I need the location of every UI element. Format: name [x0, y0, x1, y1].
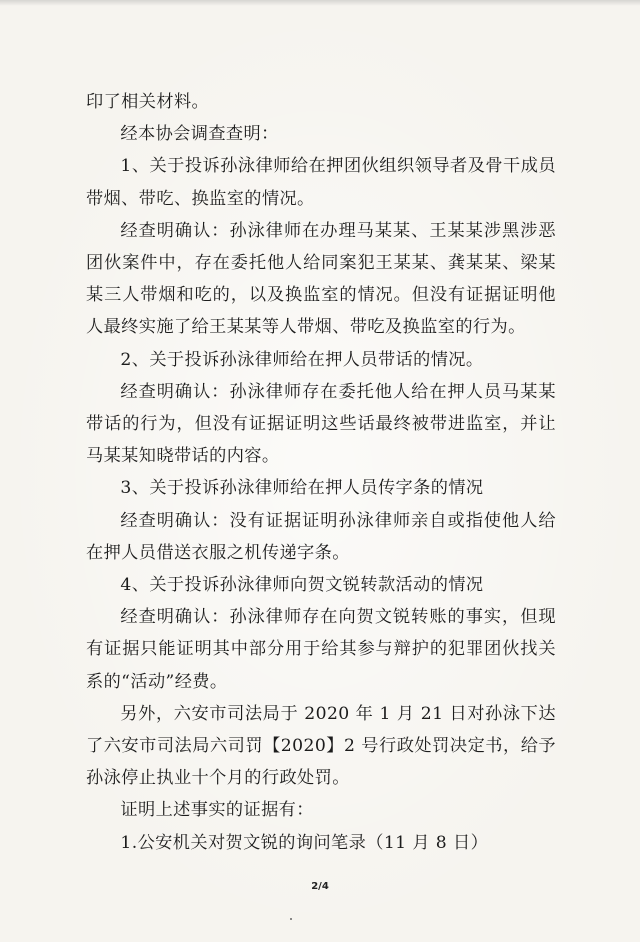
paragraph: 经本协会调查查明： [120, 124, 279, 145]
paragraph: 2、关于投诉孙泳律师给在押人员带话的情况。 [120, 349, 484, 370]
paragraph: 印了相关材料。 [86, 92, 210, 112]
paragraph: 证明上述事实的证据有： [120, 800, 314, 821]
paragraph: 经查明确认：孙泳律师存在向贺文锐转账的事实，但现有证据只能证明其中部分用于给其参与辩护的犯罪团伙找关系的“活动”经费。 [86, 607, 556, 692]
scan-edge [0, 0, 640, 6]
page-number: 2/4 [311, 881, 329, 892]
paragraph: 经查明确认：孙泳律师存在委托他人给在押人员马某某带话的行为，但没有证据证明这些话最终被带进监室，并让马某某知晓带话的内容。 [86, 381, 556, 467]
paragraph: 1.公安机关对贺文锐的询问笔录（11 月 8 日） [120, 832, 489, 853]
paragraph: 经查明确认：孙泳律师在办理马某某、王某某涉黑涉恶团伙案件中，存在委托他人给同案犯王某某、龚某某、梁某某三人带烟和吃的，以及换监室的情况。但没有证据证明他人最终实施了给王某某等人带烟、带吃及换监室的行为。 [86, 220, 556, 338]
scan-speck [290, 918, 292, 920]
paragraph: 另外，六安市司法局于 2020 年 1 月 21 日对孙泳下达了六安市司法局六司罚【2020】2 号行政处罚决定书，给予孙泳停止执业十个月的行政处罚。 [86, 703, 556, 789]
paragraph: 1、关于投诉孙泳律师给在押团伙组织领导者及骨干成员带烟、带吃、换监室的情况。 [86, 156, 556, 209]
paragraph: 3、关于投诉孙泳律师给在押人员传字条的情况 [120, 478, 484, 499]
paragraph: 经查明确认：没有证据证明孙泳律师亲自或指使他人给在押人员借送衣服之机传递字条。 [86, 510, 556, 563]
document-body [86, 86, 556, 859]
paragraph: 4、关于投诉孙泳律师向贺文锐转款活动的情况 [120, 575, 484, 596]
